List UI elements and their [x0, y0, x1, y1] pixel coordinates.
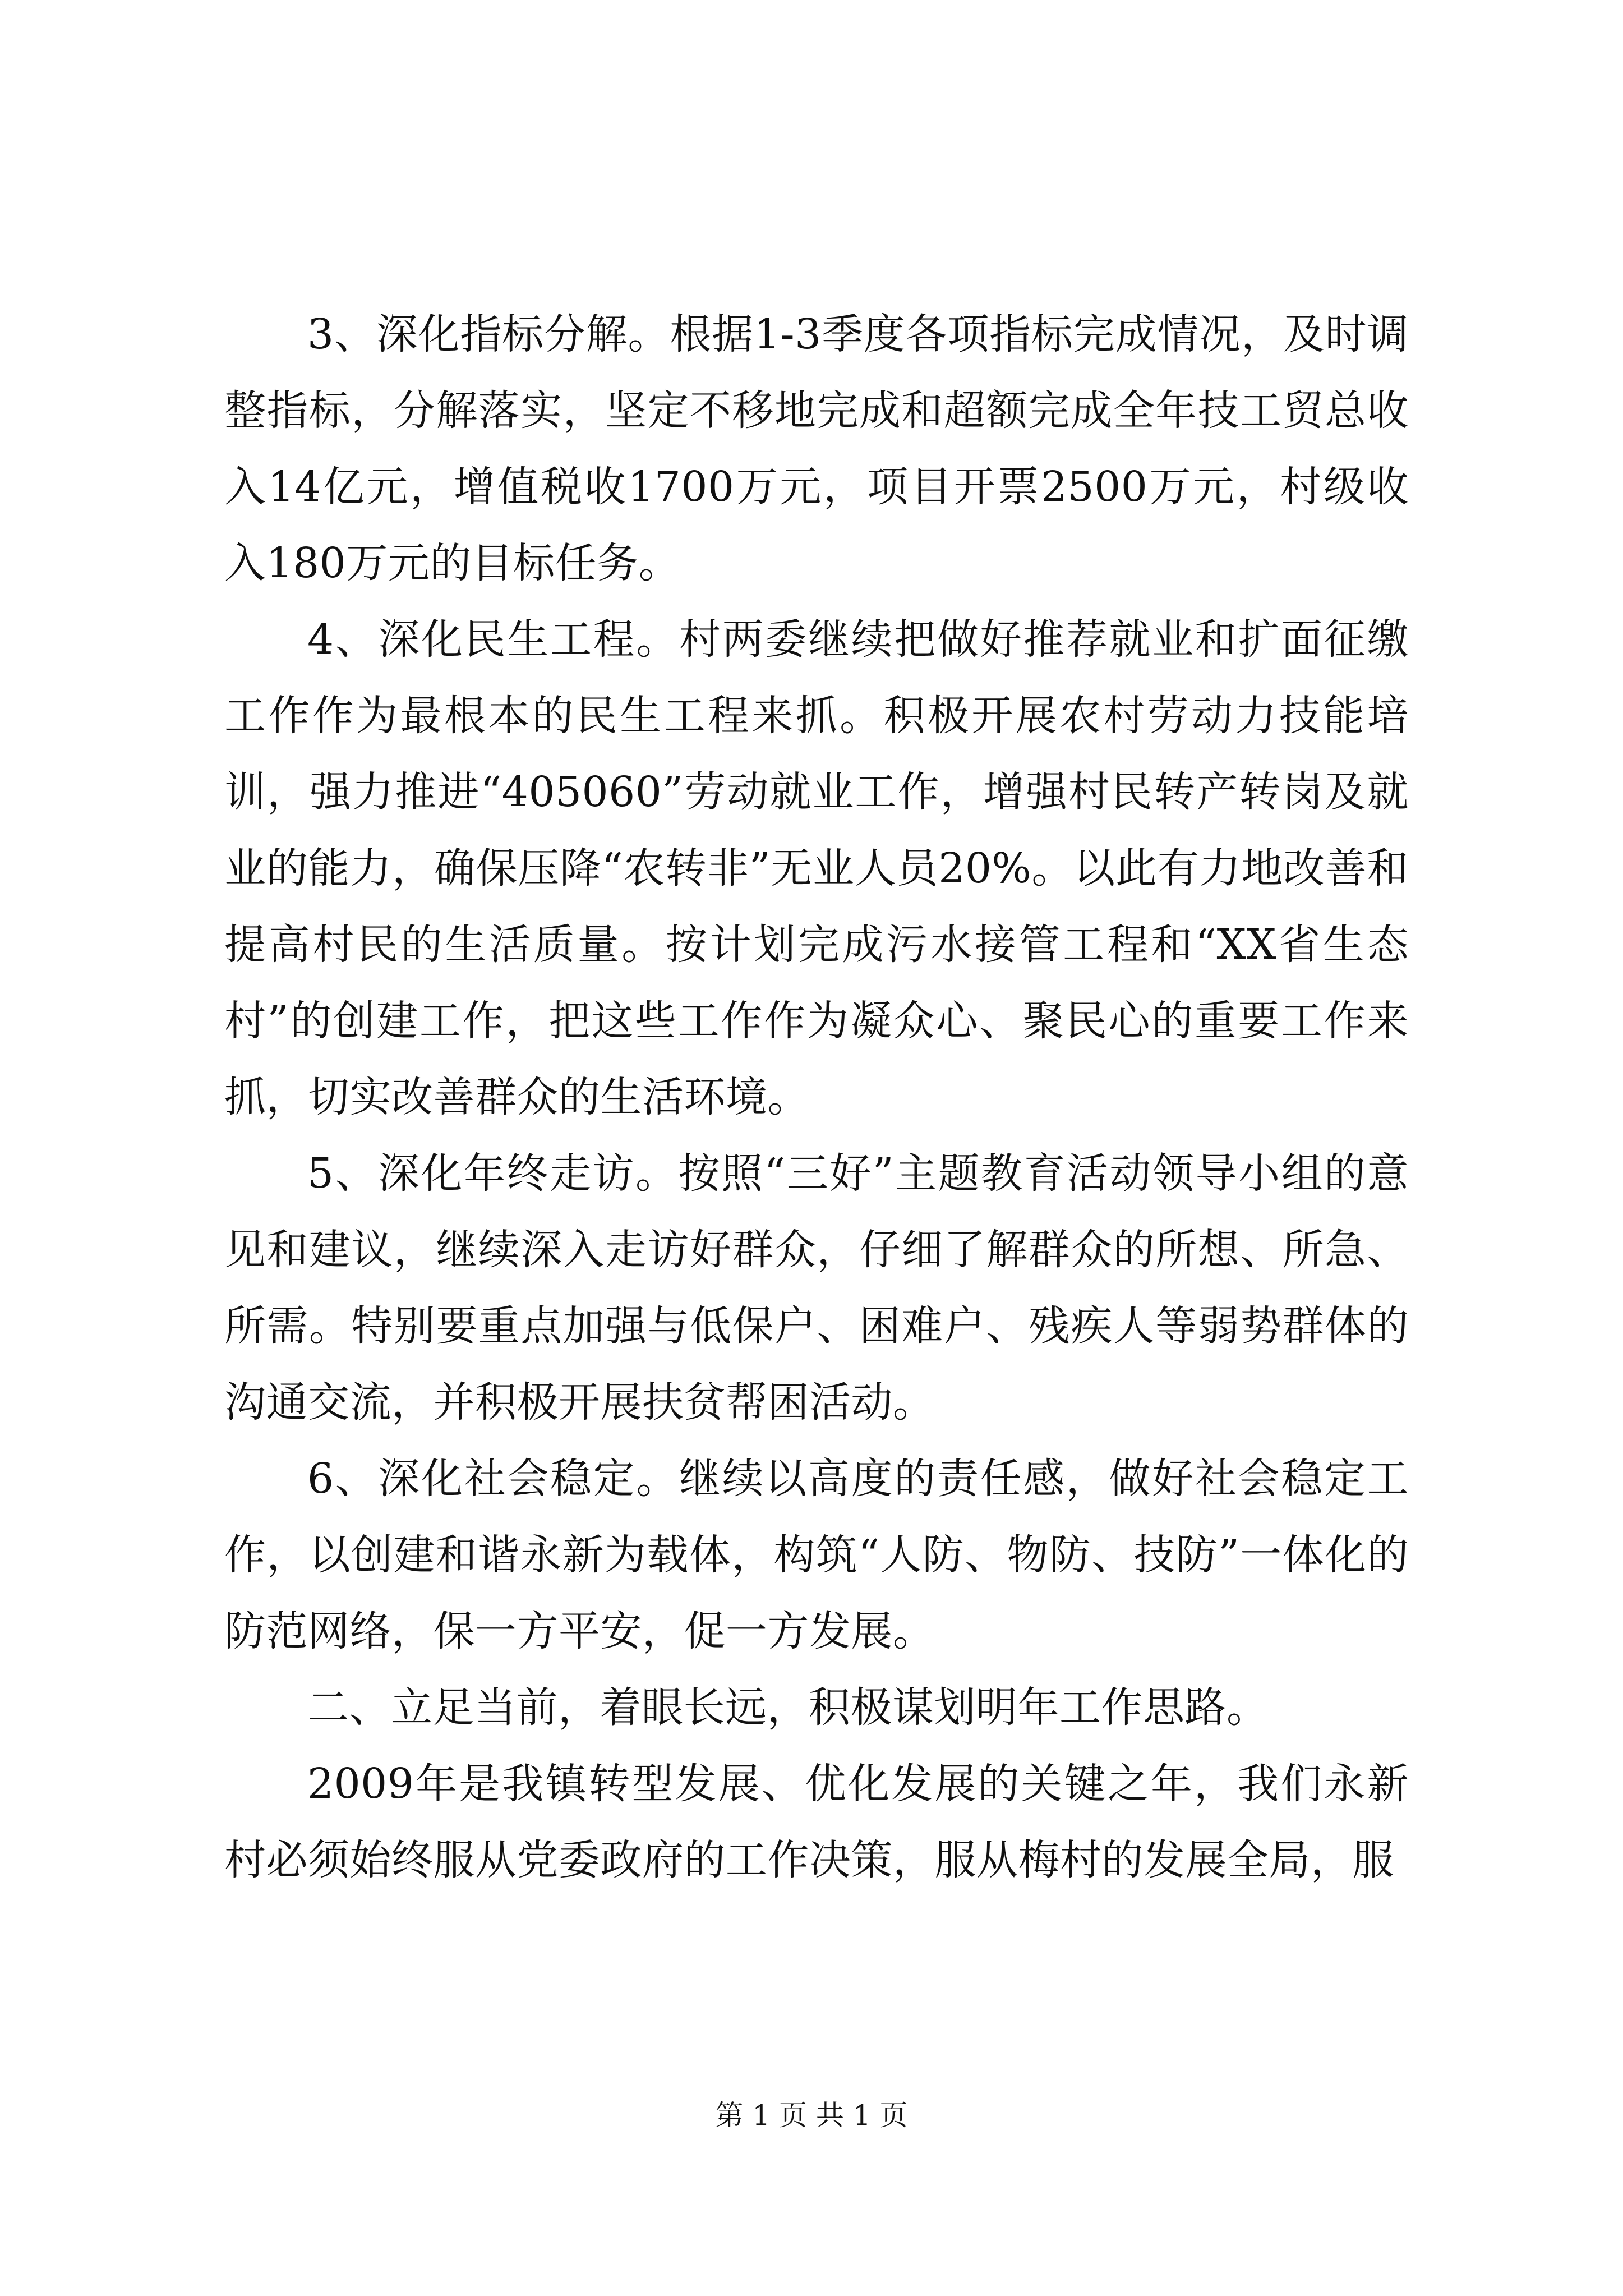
paragraph-item-4-livelihood-project: 4、深化民生工程。村两委继续把做好推荐就业和扩面征缴工作作为最根本的民生工程来抓。积极开展农村劳动力技能培训，强力推进“405060”劳动就业工作，增强村民转产转岗及就业的能力，确保压降“农转非”无业人员20%。以此有力地改善和提高村民的生活质量。按计划完成污水接管工程和“XX省生态村”的创建工作，把这些工作作为凝众心、聚民心的重要工作来抓，切实改善群众的生活环境。 [224, 615, 1409, 1121]
paragraph-2009-outlook: 2009年是我镇转型发展、优化发展的关键之年，我们永新村必须始终服从党委政府的工作决策，服从梅村的发展全局，服 [224, 1760, 1409, 1884]
paragraph-item-6-social-stability: 6、深化社会稳定。继续以高度的责任感，做好社会稳定工作，以创建和谐永新为载体，构筑“人防、物防、技防”一体化的防范网络，保一方平安，促一方发展。 [224, 1455, 1409, 1655]
paragraph-item-3-indicator-breakdown: 3、深化指标分解。根据1-3季度各项指标完成情况，及时调整指标，分解落实，坚定不移地完成和超额完成全年技工贸总收入14亿元，增值税收1700万元，项目开票2500万元，村级收入180万元的目标任务。 [224, 310, 1409, 587]
section-heading-two: 二、立足当前，着眼长远，积极谋划明年工作思路。 [307, 1683, 1269, 1732]
page-number-footer: 第 1 页 共 1 页 [715, 2099, 908, 2132]
paragraph-item-5-year-end-visits: 5、深化年终走访。按照“三好”主题教育活动领导小组的意见和建议，继续深入走访好群众，仔细了解群众的所想、所急、所需。特别要重点加强与低保户、困难户、残疾人等弱势群体的沟通交流，并积极开展扶贫帮困活动。 [224, 1149, 1409, 1427]
document-body [224, 296, 1409, 1898]
